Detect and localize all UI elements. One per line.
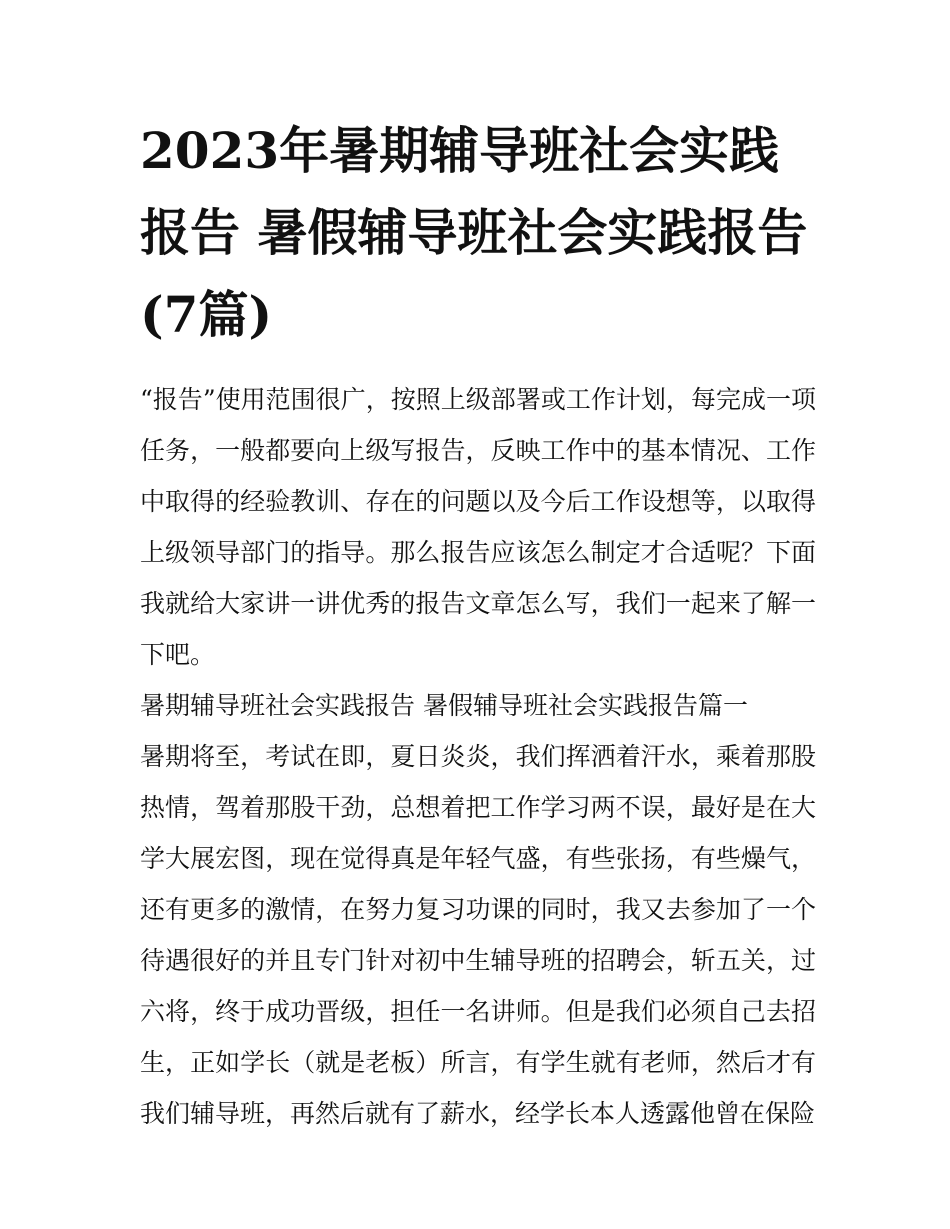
body-paragraph: 暑期将至，考试在即，夏日炎炎，我们挥洒着汗水，乘着那股热情，驾着那股干劲，总想着把工作学习两不误，最好是在大学大展宏图，现在觉得真是年轻气盛，有些张扬，有些燥气，还有更多的激情，在努力复习功课的同时，我又去参加了一个待遇很好的并且专门针对初中生辅导班的招聘会，斩五关，过六将，终于成功晋级，担任一名讲师。但是我们必须自己去招生，正如学长（就是老板）所言，有学生就有老师，然后才有我们辅导班，再然后就有了薪水，经学长本人透露他曾在保险	[140, 742, 816, 1128]
section-heading: 暑期辅导班社会实践报告 暑假辅导班社会实践报告篇一	[140, 691, 748, 720]
intro-paragraph: “报告”使用范围很广，按照上级部署或工作计划，每完成一项任务，一般都要向上级写报告，反映工作中的基本情况、工作中取得的经验教训、存在的问题以及今后工作设想等，以取得上级领导部门的指导。那么报告应该怎么制定才合适呢？下面我就给大家讲一讲优秀的报告文章怎么写，我们一起来了解一下吧。	[140, 385, 816, 669]
document-title: 2023年暑期辅导班社会实践报告 暑假辅导班社会实践报告(7篇)	[140, 121, 808, 344]
document-page	[140, 110, 816, 1139]
